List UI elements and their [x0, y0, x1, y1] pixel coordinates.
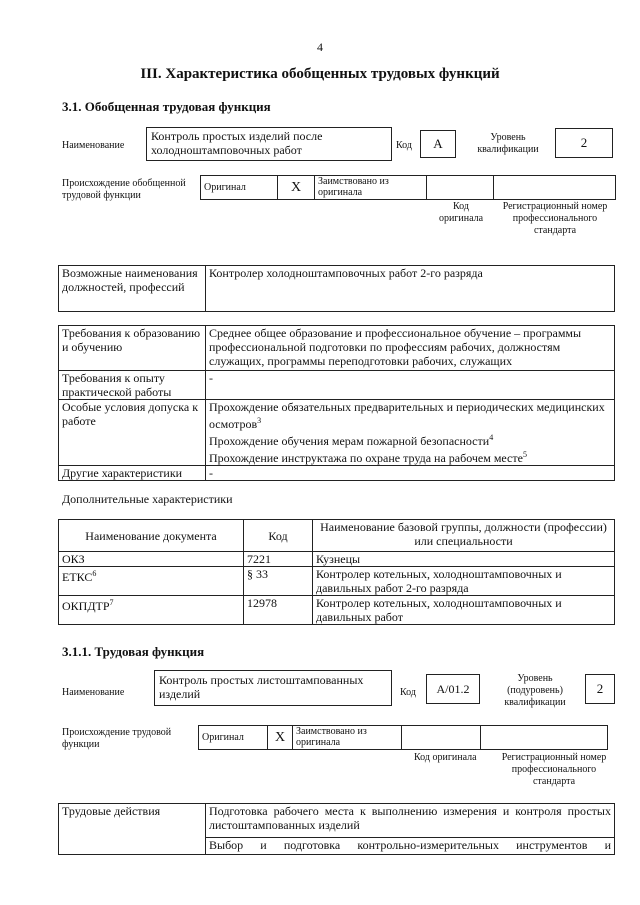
- gtf-origin-table: [200, 175, 616, 200]
- table-row: [59, 596, 615, 625]
- add-row-doc: ЕТКС$^6$: [59, 567, 244, 596]
- gtf-reg-number-cell: [494, 176, 616, 200]
- gtf-heading: 3.1. Обобщенная трудовая функция: [62, 99, 271, 114]
- req-admission-line3: Прохождение инструктажа по охране труда на рабочем месте: [209, 451, 523, 465]
- add-row-code: § 33: [244, 567, 313, 596]
- positions-value: Контролер холодноштамповочных работ 2-го разряда: [206, 266, 615, 312]
- tf-code-original-cell: [402, 726, 481, 750]
- gtf-original-mark: X: [278, 176, 315, 200]
- positions-label: Возможные наименования должностей, профессий: [59, 266, 206, 312]
- add-row-name: Кузнецы: [313, 552, 615, 567]
- gtf-code-original-caption: Код оригинала: [438, 201, 484, 224]
- table-row: [59, 567, 615, 596]
- positions-table: [58, 265, 615, 312]
- add-row-code: 12978: [244, 596, 313, 625]
- add-header-name: Наименование базовой группы, должности (профессии) или специальности: [313, 520, 615, 552]
- action-item: Подготовка рабочего места к выполнению измерения и контроля простых листоштампованных изделий: [206, 804, 615, 838]
- tf-original-label: Оригинал: [199, 726, 268, 750]
- gtf-code-label: Код: [396, 140, 412, 151]
- actions-label: Трудовые действия: [59, 804, 206, 855]
- req-admission-value: [206, 400, 615, 466]
- req-admission-sup2: 4: [489, 433, 494, 442]
- req-admission-sup3: 5: [522, 450, 527, 459]
- gtf-original-label: Оригинал: [201, 176, 278, 200]
- req-admission-line2: Прохождение обучения мерам пожарной безопасности: [209, 434, 490, 448]
- gtf-borrowed-label: Заимствовано из оригинала: [315, 176, 427, 200]
- req-admission-line1: Прохождение обязательных предварительных и периодических медицинских осмотров: [209, 400, 605, 431]
- add-header-doc: Наименование документа: [59, 520, 244, 552]
- tf-original-mark: X: [268, 726, 293, 750]
- req-other-label: Другие характеристики: [59, 466, 206, 481]
- requirements-table: [58, 325, 615, 481]
- additional-title: Дополнительные характеристики: [62, 492, 233, 506]
- add-row-name: Контролер котельных, холодноштамповочных и давильных работ 2-го разряда: [313, 567, 615, 596]
- req-education-label: Требования к образованию и обучению: [59, 326, 206, 371]
- req-education-value: Среднее общее образование и профессиональное обучение – программы профессиональной подготовки по профессиям рабочих, должностям служащих, программы переподготовки рабочих, служащих: [206, 326, 615, 371]
- tf-reg-number-caption: Регистрационный номер профессионального стандарта: [501, 752, 607, 787]
- gtf-reg-number-caption: Регистрационный номер профессионального стандарта: [502, 201, 608, 236]
- gtf-level-value: 2: [555, 128, 613, 158]
- tf-level-value: 2: [585, 674, 615, 704]
- add-row-doc: ОКЗ: [59, 552, 244, 567]
- req-admission-sup1: 3: [257, 416, 262, 425]
- tf-level-label: Уровень (подуровень) квалификации: [504, 673, 566, 708]
- add-row-doc: ОКПДТР$^7$: [59, 596, 244, 625]
- gtf-name-value: Контроль простых изделий после холодноштамповочных работ: [146, 127, 392, 161]
- gtf-code-value: А: [420, 130, 456, 158]
- req-experience-label: Требования к опыту практической работы: [59, 371, 206, 400]
- tf-name-value: Контроль простых листоштампованных изделий: [154, 670, 392, 706]
- add-header-code: Код: [244, 520, 313, 552]
- gtf-origin-label: Происхождение обобщенной трудовой функции: [62, 178, 186, 201]
- gtf-name-label: Наименование: [62, 140, 125, 151]
- add-row-name: Контролер котельных, холодноштамповочных и давильных работ: [313, 596, 615, 625]
- gtf-code-original-cell: [427, 176, 494, 200]
- tf-code-original-caption: Код оригинала: [414, 752, 477, 763]
- section-title: III. Характеристика обобщенных трудовых функций: [140, 66, 500, 82]
- tf-origin-table: [198, 725, 608, 750]
- tf-code-value: А/01.2: [426, 674, 480, 704]
- tf-name-label: Наименование: [62, 687, 125, 698]
- req-experience-value: -: [206, 371, 615, 400]
- req-admission-label: Особые условия допуска к работе: [59, 400, 206, 466]
- tf-borrowed-label: Заимствовано из оригинала: [293, 726, 402, 750]
- additional-table: [58, 519, 615, 625]
- table-row: [59, 552, 615, 567]
- page-number: 4: [317, 40, 323, 54]
- action-item: Выбор и подготовка контрольно-измерительных инструментов и: [206, 837, 615, 854]
- add-row-code: 7221: [244, 552, 313, 567]
- tf-heading: 3.1.1. Трудовая функция: [62, 644, 205, 659]
- actions-table: [58, 803, 615, 855]
- req-other-value: -: [206, 466, 615, 481]
- tf-origin-label: Происхождение трудовой функции: [62, 727, 172, 750]
- tf-code-label: Код: [400, 687, 416, 698]
- gtf-level-label: Уровень квалификации: [477, 132, 539, 155]
- tf-reg-number-cell: [481, 726, 608, 750]
